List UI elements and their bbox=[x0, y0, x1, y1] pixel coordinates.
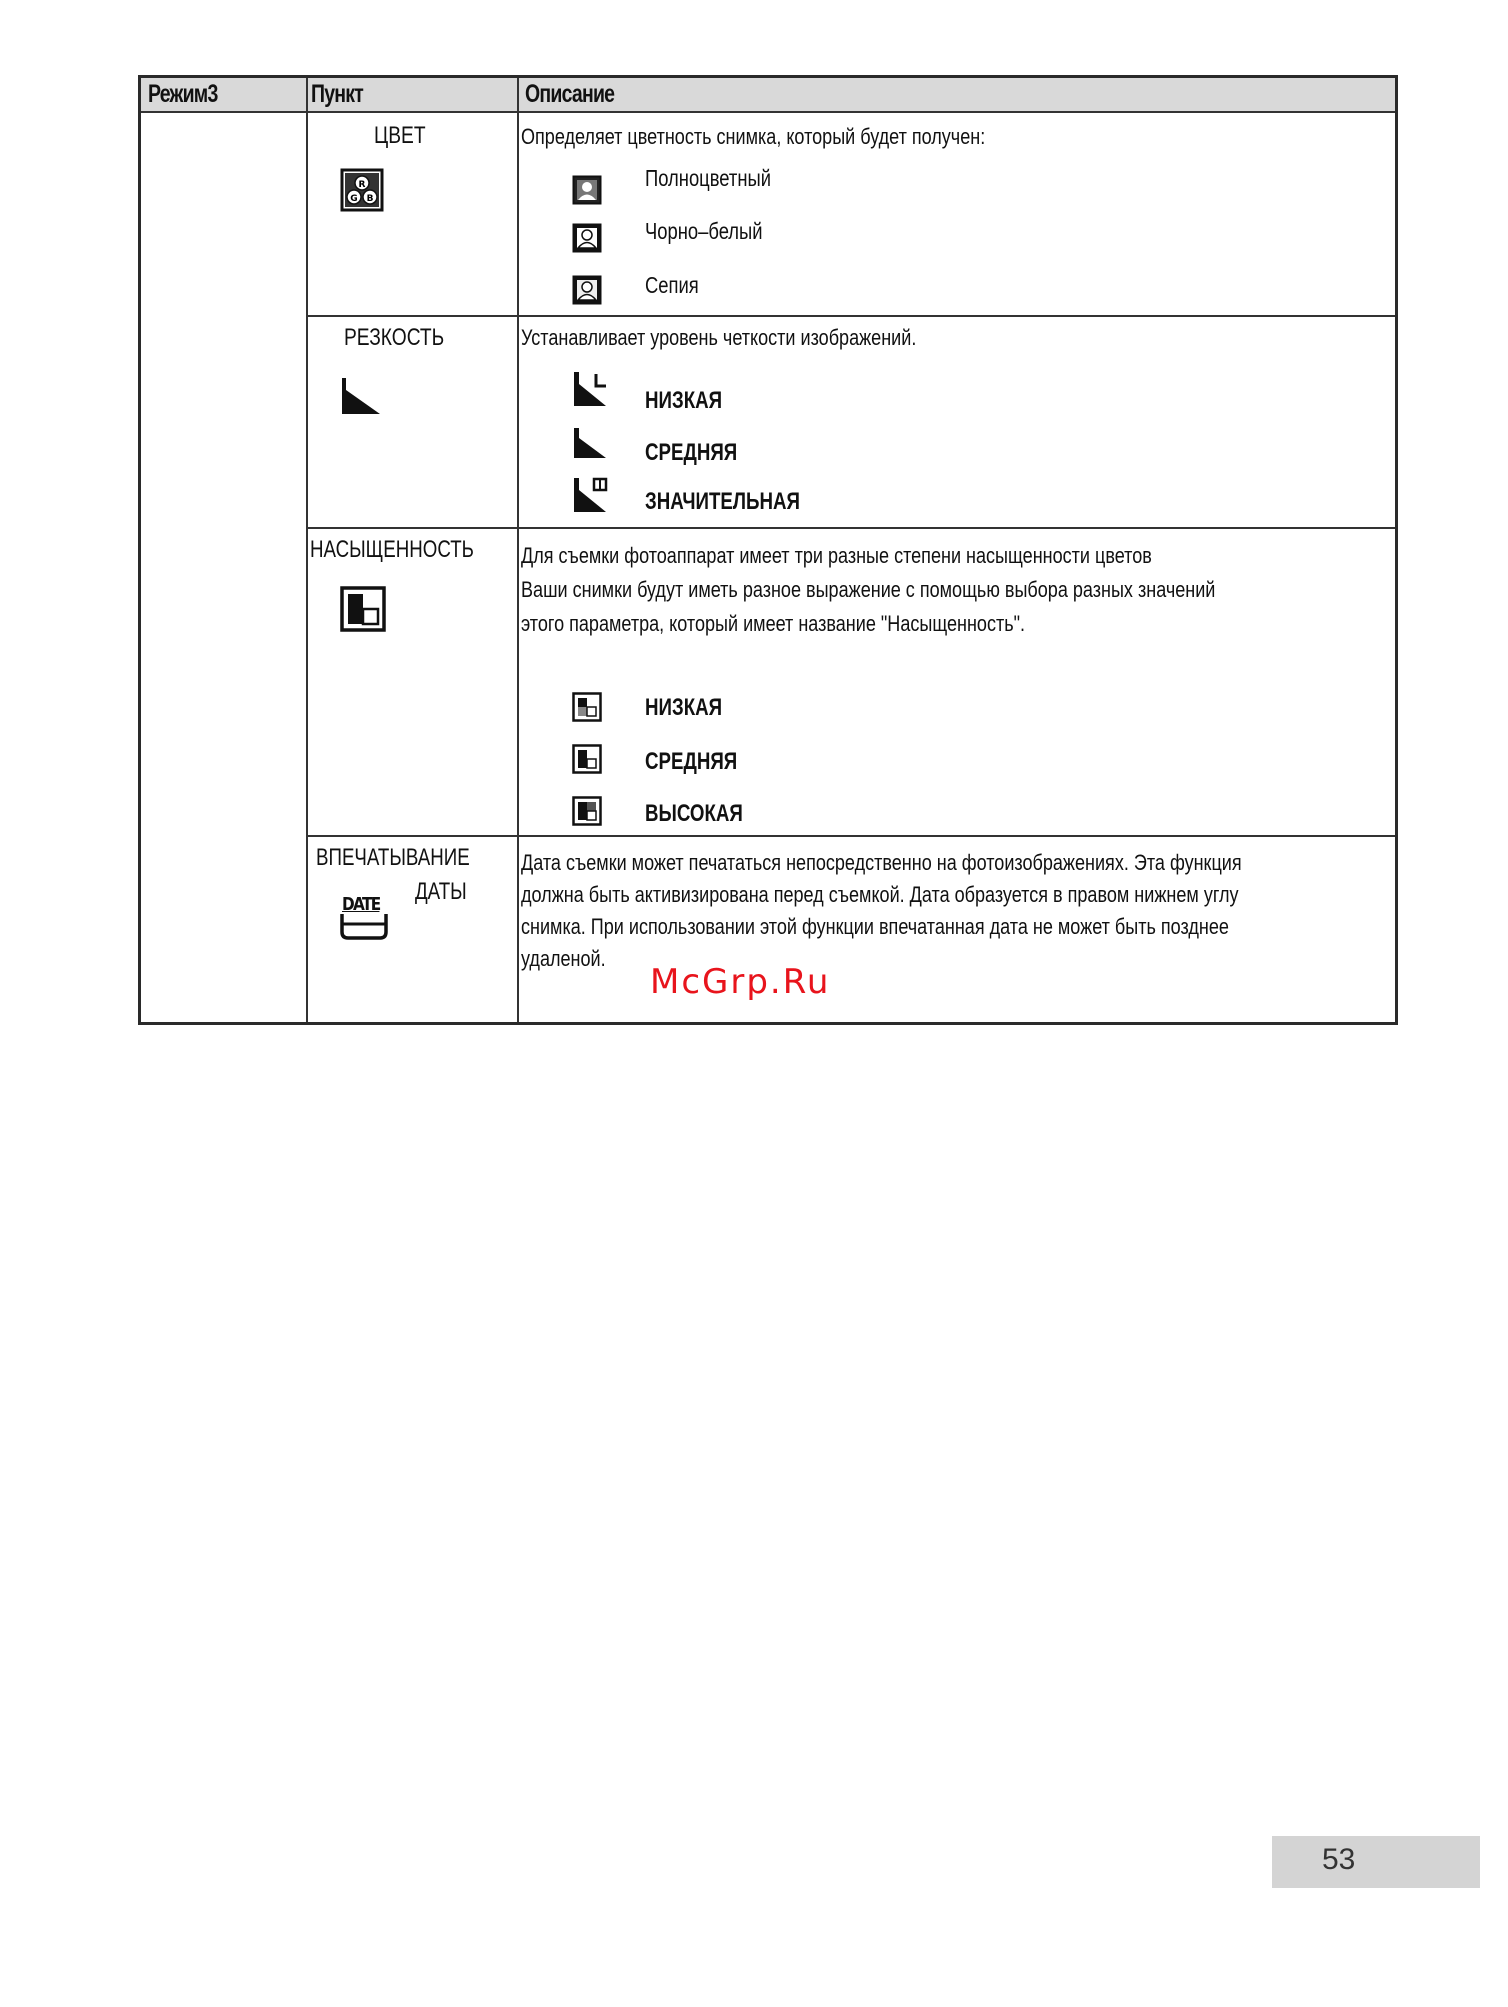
description-saturation-line2: Ваши снимки будут иметь разное выражение с помощью выбора разных значений bbox=[521, 577, 1216, 602]
description-sharpness: Устанавливает уровень четкости изображений. bbox=[521, 325, 917, 350]
option-sharpness-high: ЗНАЧИТЕЛЬНАЯ bbox=[645, 488, 800, 515]
sharpness-icon bbox=[340, 376, 382, 416]
saturation-icon bbox=[340, 586, 386, 632]
option-saturation-high: ВЫСОКАЯ bbox=[645, 800, 743, 827]
row-divider bbox=[306, 315, 1395, 317]
sharpness-medium-icon bbox=[572, 426, 608, 460]
sharpness-high-icon bbox=[572, 476, 612, 514]
item-saturation-label: НАСЫЩЕННОСТЬ bbox=[310, 536, 474, 563]
option-black-white: Чорно–белый bbox=[645, 218, 763, 244]
page-number-box bbox=[1272, 1836, 1480, 1888]
description-saturation-line3: этого параметра, который имеет название "Насыщенность". bbox=[521, 611, 1026, 636]
sharpness-low-icon bbox=[572, 370, 612, 408]
column-divider bbox=[517, 78, 519, 1022]
description-date-line2: должна быть активизирована перед съемкой. Дата образуется в правом нижнем углу bbox=[521, 882, 1239, 907]
svg-text:R: R bbox=[358, 180, 366, 190]
option-saturation-medium: СРЕДНЯЯ bbox=[645, 748, 738, 775]
item-color-label: ЦВЕТ bbox=[374, 122, 426, 149]
description-color: Определяет цветность снимка, который будет получен: bbox=[521, 124, 986, 149]
header-mode: Режим3 bbox=[148, 80, 218, 108]
saturation-low-icon bbox=[572, 692, 602, 722]
saturation-medium-icon bbox=[572, 744, 602, 774]
rgb-color-icon bbox=[340, 168, 384, 212]
row-divider bbox=[306, 835, 1395, 837]
saturation-high-icon bbox=[572, 796, 602, 826]
header-item: Пункт bbox=[311, 80, 364, 108]
item-sharpness-label: РЕЗКОСТЬ bbox=[344, 324, 445, 351]
header-divider bbox=[141, 111, 1395, 113]
svg-text:G: G bbox=[350, 194, 358, 204]
sepia-portrait-icon bbox=[572, 275, 602, 305]
option-saturation-low: НИЗКАЯ bbox=[645, 694, 723, 721]
description-saturation-line1: Для съемки фотоаппарат имеет три разные степени насыщенности цветов bbox=[521, 543, 1152, 568]
option-sharpness-medium: СРЕДНЯЯ bbox=[645, 439, 738, 466]
date-imprint-icon bbox=[338, 892, 390, 942]
option-sharpness-low: НИЗКАЯ bbox=[645, 387, 723, 414]
option-full-color: Полноцветный bbox=[645, 165, 772, 191]
page-number: 53 bbox=[1322, 1843, 1356, 1876]
row-divider bbox=[306, 527, 1395, 529]
full-color-portrait-icon bbox=[572, 175, 602, 205]
item-date-imprint-line1: ВПЕЧАТЫВАНИЕ bbox=[316, 844, 470, 871]
item-date-imprint-line2: ДАТЫ bbox=[415, 878, 467, 905]
option-sepia: Сепия bbox=[645, 272, 699, 298]
header-description: Описание bbox=[525, 80, 615, 108]
black-white-portrait-icon bbox=[572, 223, 602, 253]
date-icon-text: DATE bbox=[342, 894, 380, 915]
column-divider bbox=[306, 78, 308, 1022]
svg-text:B: B bbox=[366, 194, 374, 204]
watermark: McGrp.Ru bbox=[650, 962, 831, 1002]
description-date-line3: снимка. При использовании этой функции впечатанная дата не может быть позднее bbox=[521, 914, 1229, 939]
description-date-line4: удаленой. bbox=[521, 946, 606, 971]
description-date-line1: Дата съемки может печататься непосредственно на фотоизображениях. Эта функция bbox=[521, 850, 1242, 875]
